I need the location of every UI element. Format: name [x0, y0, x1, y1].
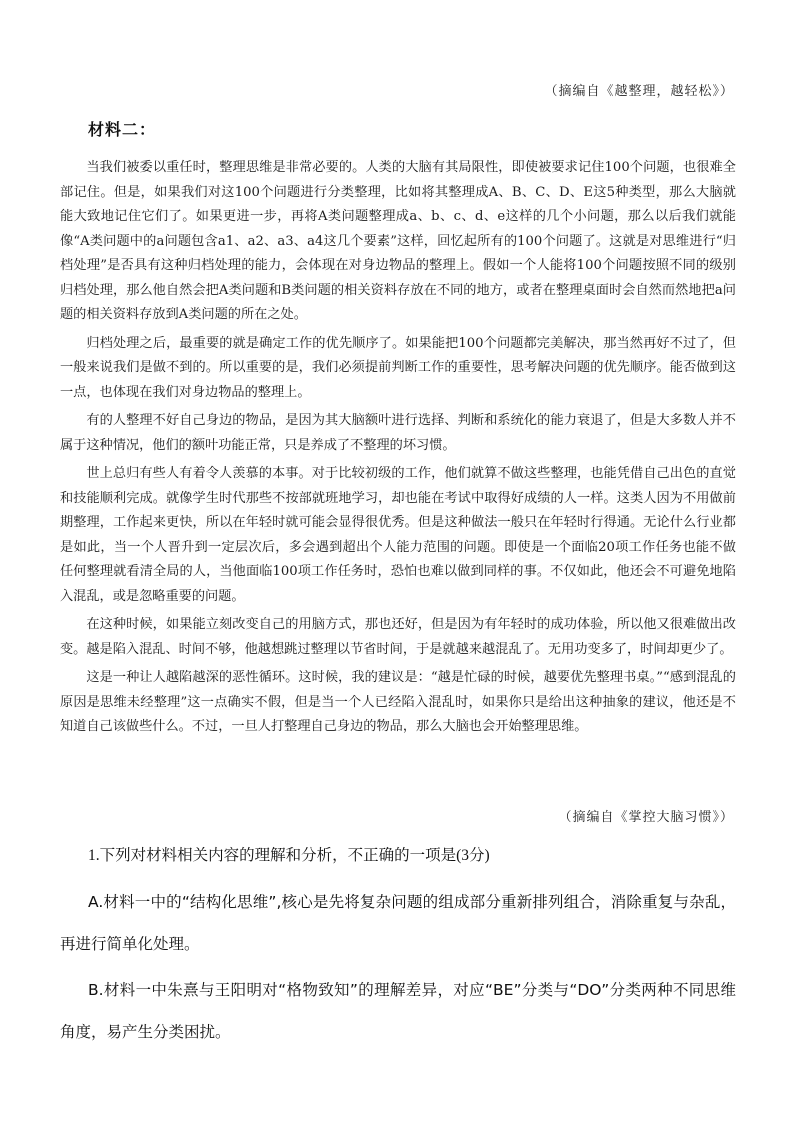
source-citation-top: （摘编自《越整理，越轻松》）	[544, 84, 734, 99]
question-stem: 1.下列对材料相关内容的理解和分析，不正确的一项是(3分)	[88, 847, 490, 864]
option-a: A.材料一中的“结构化思维”,核心是先将复杂问题的组成部分重新排列组合，消除重复与杂乱，再进行简单化处理。	[60, 893, 736, 953]
paragraph-6: 这是一种让人越陷越深的恶性循环。这时候，我的建议是：“越是忙碌的时候，越要优先整理书桌。”“感到混乱的原因是思维未经整理”这一点确实不假，但是当一个人已经陷入混乱时，如果你只是给出这种抽象的建议，他还是不知道自己该做些什么。不过，一旦人打整理自己身边的物品，那么大脑也会开始整理思维。	[60, 670, 736, 734]
paragraph-5: 在这种时候，如果能立刻改变自己的用脑方式，那也还好，但是因为有年轻时的成功体验，所以他又很难做出改变。越是陷入混乱、时间不够，他越想跳过整理以节省时间，于是就越来越混乱了。无用功变多了，时间却更少了。	[60, 617, 736, 657]
paragraph-4: 世上总归有些人有着令人羡慕的本事。对于比较初级的工作，他们就算不做这些整理，也能凭借自己出色的直觉和技能顺利完成。就像学生时代那些不按部就班地学习，却也能在考试中取得好成绩的人一样。这类人因为不用做前期整理，工作起来更快，所以在年轻时就可能会显得很优秀。但是这种做法一般只在年轻时行得通。无论什么行业都是如此，当一个人晋升到一定层次后，多会遇到超出个人能力范围的问题。即使是一个面临20项工作任务也能不做任何整理就看清全局的人，当他面临100项工作任务时，恐怕也难以做到同样的事。不仅如此，他还会不可避免地陷入混乱，或是忽略重要的问题。	[60, 466, 736, 604]
paragraph-1: 当我们被委以重任时，整理思维是非常必要的。人类的大脑有其局限性，即使被要求记住100个问题，也很难全部记住。但是，如果我们对这100个问题进行分类整理，比如将其整理成A、B、C、D、E这5种类型，那么大脑就能大致地记住它们了。如果更进一步，再将A类问题整理成a、b、c、d、e这样的几个小问题，那么以后我们就能像“A类问题中的a问题包含a1、a2、a3、a4这几个要素”这样，回忆起所有的100个问题了。这就是对思维进行“归档处理”是否具有这种归档处理的能力，会体现在对身边物品的整理上。假如一个人能将100个问题按照不同的级别归档处理，那么他自然会把A类问题和B类问题的相关资料存放在不同的地方，或者在整理桌面时会自然而然地把a问题的相关资料存放到A类问题的所在之处。	[60, 160, 736, 322]
section-heading: 材料二：	[88, 120, 157, 139]
option-b: B.材料一中朱熹与王阳明对“格物致知”的理解差异，对应“BE”分类与“DO”分类两种不同思维角度，易产生分类困扰。	[60, 981, 736, 1041]
material-two-body	[60, 156, 736, 740]
source-citation-bottom: （摘编自《掌控大脑习惯》）	[558, 810, 734, 825]
paragraph-2: 归档处理之后，最重要的就是确定工作的优先顺序了。如果能把100个问题都完美解决，那当然再好不过了，但一般来说我们是做不到的。所以重要的是，我们必须提前判断工作的重要性，思考解决问题的优先顺序。能否做到这一点，也体现在我们对身边物品的整理上。	[60, 335, 736, 400]
paragraph-3: 有的人整理不好自己身边的物品，是因为其大脑额叶进行选择、判断和系统化的能力衰退了，但是大多数人并不属于这种情况，他们的额叶功能正常，只是养成了不整理的坏习惯。	[60, 413, 736, 453]
